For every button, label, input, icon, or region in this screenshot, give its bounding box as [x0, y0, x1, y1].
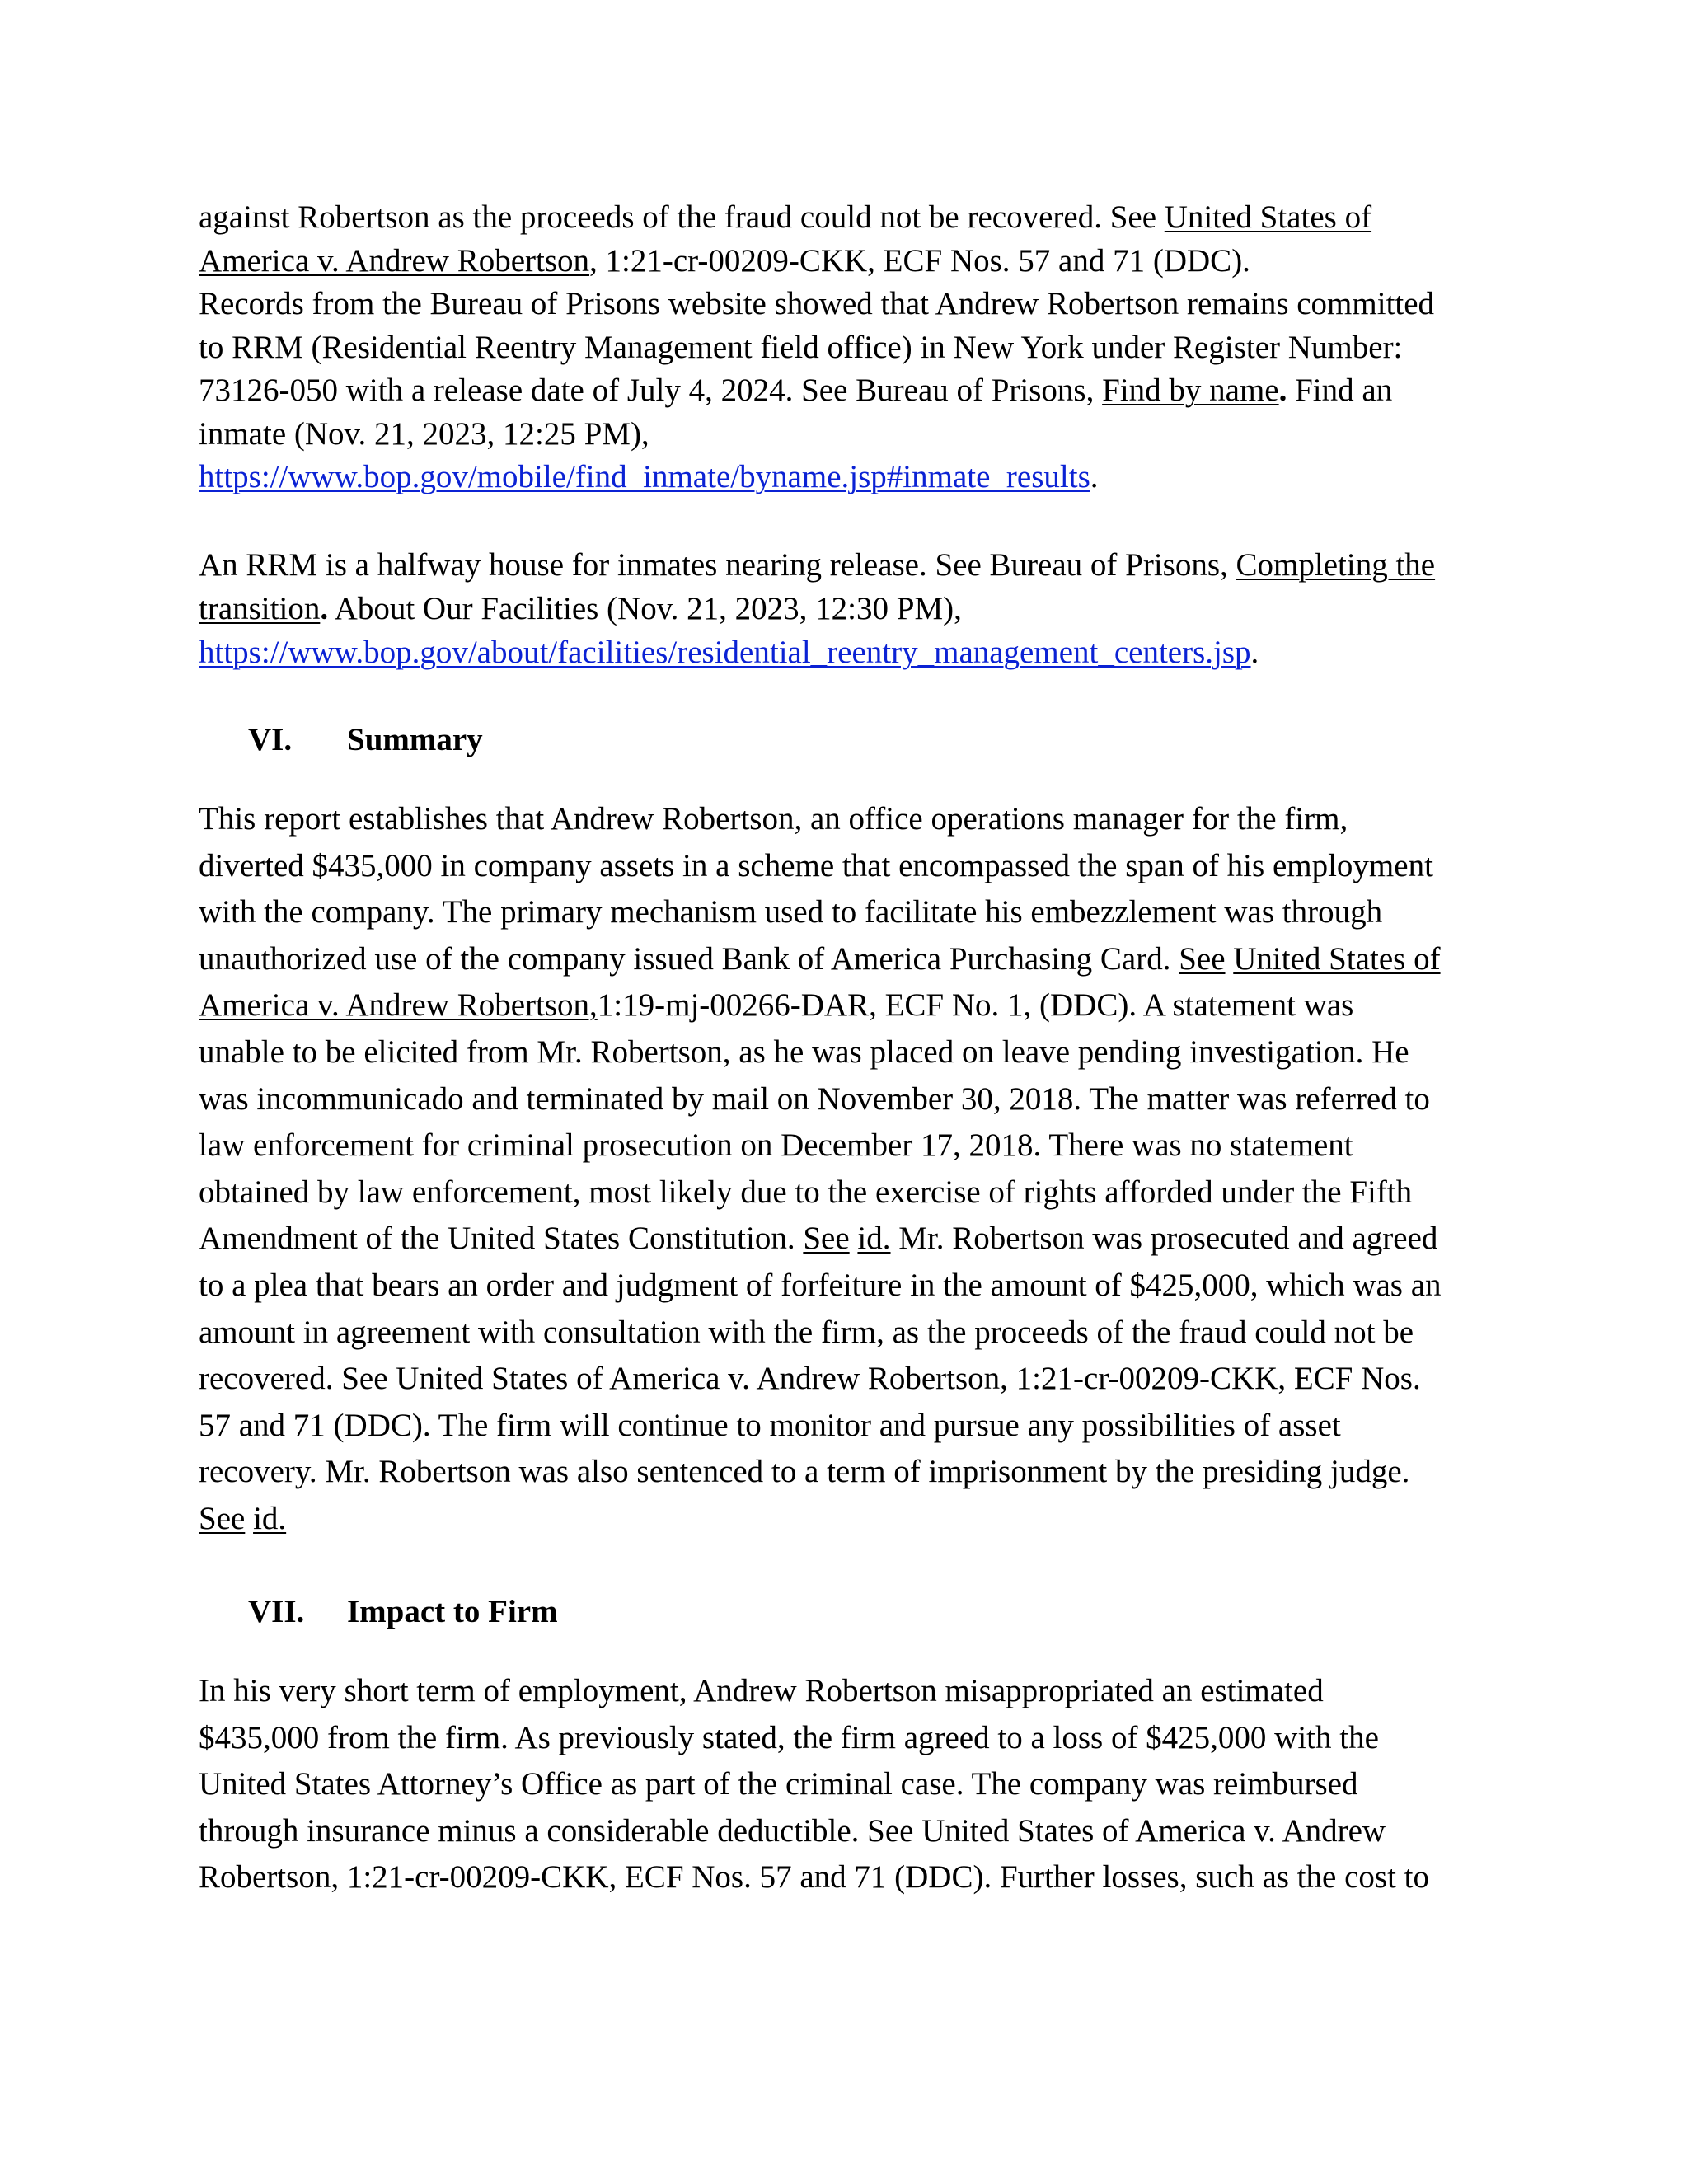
case-citation: United States of [1164, 199, 1372, 235]
text-span: . [320, 591, 329, 626]
text-line: to a plea that bears an order and judgment of forfeiture in the amount of $425,000, which was an [199, 1267, 1442, 1303]
source-title: transition [199, 591, 321, 626]
source-title: Completing the [1236, 547, 1436, 583]
section-title: Summary [347, 722, 483, 757]
paragraph-impact [199, 1668, 1501, 1901]
text-line [199, 240, 1501, 284]
case-citation: America v. Andrew Robertson [199, 242, 590, 279]
text-line [199, 936, 1501, 983]
text-span: . [1250, 635, 1259, 670]
paragraph-case-records [199, 196, 1501, 499]
text-span: 73126-050 with a release date of July 4, 2024. See Bureau of Prisons, [199, 373, 1103, 408]
section-title: Impact to Firm [347, 1594, 558, 1629]
section-heading-impact [248, 1591, 558, 1633]
paragraph-summary [199, 796, 1501, 1543]
text-line: obtained by law enforcement, most likely due to the exercise of rights afforded under the Fifth [199, 1174, 1413, 1210]
text-line: was incommunicado and terminated by mail on November 30, 2018. The matter was referred to [199, 1080, 1430, 1117]
signal-id: id. [253, 1500, 287, 1536]
text-line [199, 1496, 1501, 1543]
bop-rrm-facilities-link[interactable]: https://www.bop.gov/about/facilities/residential_reentry_management_centers.jsp [199, 635, 1251, 670]
text-line: $435,000 from the firm. As previously stated, the firm agreed to a loss of $425,000 with the [199, 1719, 1379, 1755]
text-line: Robertson, 1:21-cr-00209-CKK, ECF Nos. 57 and 71 (DDC). Further losses, such as the cost to [199, 1859, 1429, 1896]
source-title: Find by name [1102, 373, 1279, 408]
text-line: to RRM (Residential Reentry Management field office) in New York under Register Number: [199, 329, 1403, 365]
section-number: VI. [248, 722, 293, 757]
text-line [199, 456, 1501, 499]
case-citation: United States of [1233, 940, 1441, 977]
signal-see: See [803, 1221, 850, 1257]
text-line: recovered. See United States of America v. Andrew Robertson, 1:21-cr-00209-CKK, ECF Nos. [199, 1361, 1421, 1397]
signal-id: id. [857, 1221, 891, 1257]
text-span: . [1090, 459, 1099, 494]
text-span: , 1:21-cr-00209-CKK, ECF Nos. 57 and 71 (DDC). [589, 242, 1250, 279]
text-span: against Robertson as the proceeds of the fraud could not be recovered. See [199, 199, 1165, 235]
text-line: In his very short term of employment, Andrew Robertson misappropriated an estimated [199, 1673, 1324, 1708]
text-line: recovery. Mr. Robertson was also sentenced to a term of imprisonment by the presiding judge. [199, 1454, 1410, 1490]
text-span: An RRM is a halfway house for inmates nearing release. See Bureau of Prisons, [199, 547, 1236, 583]
text-span: . [1278, 373, 1287, 408]
signal-see: See [199, 1500, 246, 1536]
text-line: unable to be elicited from Mr. Robertson, as he was placed on leave pending investigation. He [199, 1033, 1409, 1070]
text-span: unauthorized use of the company issued Bank of America Purchasing Card. [199, 940, 1179, 977]
text-line: law enforcement for criminal prosecution on December 17, 2018. There was no statement [199, 1127, 1353, 1164]
text-line [199, 587, 1501, 630]
text-line: inmate (Nov. 21, 2023, 12:25 PM), [199, 415, 649, 452]
text-line: through insurance minus a considerable deductible. See United States of America v. Andrew [199, 1812, 1386, 1849]
signal-see: See [1179, 940, 1226, 977]
section-number: VII. [248, 1594, 305, 1629]
text-line: diverted $435,000 in company assets in a scheme that encompassed the span of his employment [199, 847, 1433, 883]
section-heading-summary [248, 719, 483, 762]
text-span: Mr. Robertson was prosecuted and agreed [890, 1221, 1438, 1257]
text-line [199, 630, 1501, 674]
bop-inmate-search-link[interactable]: https://www.bop.gov/mobile/find_inmate/byname.jsp#inmate_results [199, 459, 1090, 494]
text-span: About Our Facilities (Nov. 21, 2023, 12:30 PM), [328, 591, 962, 626]
text-line [199, 543, 1501, 587]
text-line: amount in agreement with consultation with the firm, as the proceeds of the fraud could not be [199, 1314, 1414, 1350]
text-span: Amendment of the United States Constitution. [199, 1221, 804, 1257]
text-line [199, 1216, 1501, 1263]
text-line: 57 and 71 (DDC). The firm will continue to monitor and pursue any possibilities of asset [199, 1407, 1341, 1443]
text-line: United States Attorney’s Office as part of the criminal case. The company was reimbursed [199, 1766, 1358, 1802]
text-line: This report establishes that Andrew Robertson, an office operations manager for the firm, [199, 801, 1348, 837]
text-span: 1:19-mj-00266-DAR, ECF No. 1, (DDC). A statement was [597, 987, 1354, 1024]
paragraph-rrm-definition [199, 543, 1501, 674]
text-line [199, 982, 1501, 1029]
text-line: Records from the Bureau of Prisons website showed that Andrew Robertson remains committed [199, 286, 1435, 321]
case-citation: America v. Andrew Robertson, [199, 987, 598, 1024]
text-line [199, 196, 1501, 240]
text-span: Find an [1287, 373, 1393, 408]
text-line: with the company. The primary mechanism used to facilitate his embezzlement was through [199, 894, 1383, 930]
text-line [199, 369, 1501, 413]
